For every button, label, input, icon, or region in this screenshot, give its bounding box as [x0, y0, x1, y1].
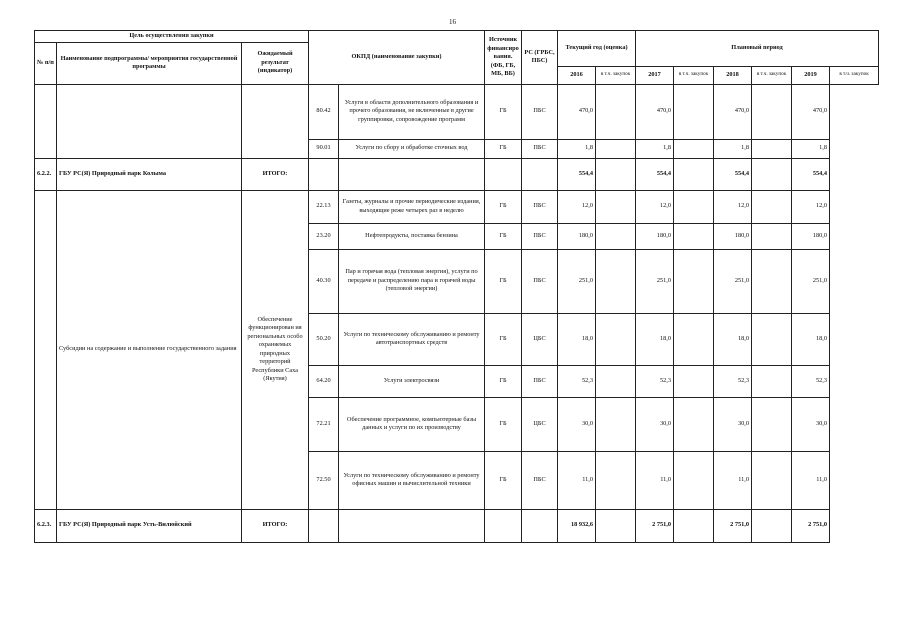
value-2016: 470,0: [558, 84, 596, 139]
value-2016: 251,0: [558, 249, 596, 313]
page-number: 16: [449, 18, 456, 26]
section-number: 6.2.2.: [35, 158, 57, 190]
cell-empty: [674, 158, 714, 190]
value-2018: 251,0: [714, 249, 752, 313]
source-cell: ГБ: [485, 397, 522, 451]
value-2019: 251,0: [792, 249, 830, 313]
table-row: [35, 190, 879, 223]
header-year-2019: 2019: [792, 66, 830, 84]
cell-empty: [674, 509, 714, 542]
header-row-1: [35, 31, 879, 43]
value-2019: 1,8: [792, 139, 830, 158]
cell-empty: [596, 158, 636, 190]
cell-empty: [309, 509, 339, 542]
header-okpd: ОКПД (наименование закупки): [309, 31, 485, 85]
value-2019: 180,0: [792, 223, 830, 249]
cell-empty: [674, 451, 714, 509]
cell-empty: [752, 313, 792, 365]
value-2018: 18,0: [714, 313, 752, 365]
value-2018: 12,0: [714, 190, 752, 223]
value-2017: 251,0: [636, 249, 674, 313]
cell-empty: [752, 509, 792, 542]
value-2016: 12,0: [558, 190, 596, 223]
value-2018: 11,0: [714, 451, 752, 509]
value-2016: 180,0: [558, 223, 596, 249]
value-2018: 30,0: [714, 397, 752, 451]
cell-empty: [596, 397, 636, 451]
cell-empty: [35, 190, 57, 509]
rs-cell: ПБС: [522, 365, 558, 397]
cell-empty: [522, 158, 558, 190]
okpd-name: Газеты, журналы и прочие периодические издания, выходящие реже четырех раз в неделю: [339, 190, 485, 223]
cell-empty: [339, 158, 485, 190]
cell-empty: [674, 84, 714, 139]
cell-empty: [752, 139, 792, 158]
cell-empty: [752, 249, 792, 313]
value-2018: 470,0: [714, 84, 752, 139]
cell-empty: [674, 397, 714, 451]
cell-empty: [57, 84, 242, 158]
total-2016: 18 932,6: [558, 509, 596, 542]
cell-empty: [485, 509, 522, 542]
value-2019: 470,0: [792, 84, 830, 139]
okpd-name: Услуги по техническому обслуживанию и ремонту автотранспортных средств: [339, 313, 485, 365]
value-2018: 1,8: [714, 139, 752, 158]
rs-cell: ПБС: [522, 249, 558, 313]
cell-empty: [596, 509, 636, 542]
cell-empty: [674, 313, 714, 365]
value-2017: 180,0: [636, 223, 674, 249]
okpd-name: Нефтепродукты, поставка бензина: [339, 223, 485, 249]
cell-empty: [674, 190, 714, 223]
header-current-year: Текущий год (оценка): [558, 31, 636, 67]
value-2017: 1,8: [636, 139, 674, 158]
subprogram-name: Субсидии на содержание и выполнение государственного задания: [57, 190, 242, 509]
source-cell: ГБ: [485, 249, 522, 313]
section-total-row: [35, 509, 879, 542]
header-year-2018: 2018: [714, 66, 752, 84]
value-2016: 52,3: [558, 365, 596, 397]
okpd-name: Обеспечение программное, компьютерные базы данных и услуги по их производству: [339, 397, 485, 451]
header-year-2017: 2017: [636, 66, 674, 84]
header-incl-2018: в т.ч. закупок: [752, 66, 792, 84]
section-name: ГБУ РС(Я) Природный парк Усть-Вилюйский: [57, 509, 242, 542]
value-2017: 30,0: [636, 397, 674, 451]
cell-empty: [339, 509, 485, 542]
table-row: [35, 84, 879, 139]
value-2016: 11,0: [558, 451, 596, 509]
cell-empty: [752, 158, 792, 190]
rs-cell: ЦБС: [522, 397, 558, 451]
okpd-name: Услуги по сбору и обработке сточных вод: [339, 139, 485, 158]
okpd-code: 72.21: [309, 397, 339, 451]
rs-cell: ПБС: [522, 451, 558, 509]
cell-empty: [752, 365, 792, 397]
total-2016: 554,4: [558, 158, 596, 190]
source-cell: ГБ: [485, 84, 522, 139]
header-purpose: Цель осуществления закупки: [35, 31, 309, 43]
section-total-row: [35, 158, 879, 190]
cell-empty: [674, 223, 714, 249]
header-rs: РС (ГРБС, ПБС): [522, 31, 558, 85]
total-2017: 554,4: [636, 158, 674, 190]
cell-empty: [674, 249, 714, 313]
cell-empty: [596, 139, 636, 158]
okpd-code: 80.42: [309, 84, 339, 139]
value-2019: 18,0: [792, 313, 830, 365]
cell-empty: [596, 365, 636, 397]
value-2016: 18,0: [558, 313, 596, 365]
okpd-name: Услуги в области дополнительного образования и прочего образования, не включенные в другие группировки, сопровождение программ: [339, 84, 485, 139]
value-2017: 470,0: [636, 84, 674, 139]
cell-empty: [35, 84, 57, 158]
cell-empty: [674, 365, 714, 397]
value-2019: 30,0: [792, 397, 830, 451]
header-result: Ожидаемый результат (индикатор): [242, 42, 309, 84]
expected-result: Обеспечение функционирован ия региональных особо охраняемых природных территорий Республики Саха (Якутия): [242, 190, 309, 509]
cell-empty: [752, 84, 792, 139]
header-incl-2019: в т.ч. закупок: [830, 66, 879, 84]
value-2018: 52,3: [714, 365, 752, 397]
total-2018: 554,4: [714, 158, 752, 190]
cell-empty: [596, 190, 636, 223]
total-2019: 554,4: [792, 158, 830, 190]
cell-empty: [596, 313, 636, 365]
cell-empty: [674, 139, 714, 158]
okpd-code: 50.20: [309, 313, 339, 365]
source-cell: ГБ: [485, 451, 522, 509]
okpd-name: Услуги по техническому обслуживанию и ремонту офисных машин и вычислительной техники: [339, 451, 485, 509]
okpd-code: 72.50: [309, 451, 339, 509]
rs-cell: ЦБС: [522, 313, 558, 365]
rs-cell: ПБС: [522, 139, 558, 158]
value-2017: 18,0: [636, 313, 674, 365]
value-2017: 11,0: [636, 451, 674, 509]
source-cell: ГБ: [485, 223, 522, 249]
value-2019: 52,3: [792, 365, 830, 397]
value-2019: 11,0: [792, 451, 830, 509]
okpd-code: 23.20: [309, 223, 339, 249]
section-name: ГБУ РС(Я) Природный парк Колыма: [57, 158, 242, 190]
rs-cell: ПБС: [522, 223, 558, 249]
total-label: ИТОГО:: [242, 158, 309, 190]
cell-empty: [242, 84, 309, 158]
cell-empty: [752, 451, 792, 509]
procurement-table: [34, 30, 879, 543]
source-cell: ГБ: [485, 139, 522, 158]
value-2018: 180,0: [714, 223, 752, 249]
cell-empty: [309, 158, 339, 190]
source-cell: ГБ: [485, 365, 522, 397]
cell-empty: [596, 249, 636, 313]
source-cell: ГБ: [485, 313, 522, 365]
okpd-code: 90.01: [309, 139, 339, 158]
rs-cell: ПБС: [522, 84, 558, 139]
total-label: ИТОГО:: [242, 509, 309, 542]
value-2016: 1,8: [558, 139, 596, 158]
okpd-name: Пар и горячая вода (тепловая энергия), услуги по передаче и распределению пара и горячей воды (тепловой энергии): [339, 249, 485, 313]
section-number: 6.2.3.: [35, 509, 57, 542]
cell-empty: [752, 190, 792, 223]
cell-empty: [752, 397, 792, 451]
header-num: № п/п: [35, 42, 57, 84]
cell-empty: [752, 223, 792, 249]
header-subprogram: Наименование подпрограммы/ мероприятия государственной программы: [57, 42, 242, 84]
header-source: Источник финансиро вания. (ФБ, ГБ, МБ, ВБ): [485, 31, 522, 85]
rs-cell: ПБС: [522, 190, 558, 223]
total-2018: 2 751,0: [714, 509, 752, 542]
cell-empty: [596, 84, 636, 139]
total-2017: 2 751,0: [636, 509, 674, 542]
okpd-code: 64.20: [309, 365, 339, 397]
okpd-code: 22.13: [309, 190, 339, 223]
okpd-name: Услуги электросвязи: [339, 365, 485, 397]
header-incl-2016: в т.ч. закупок: [596, 66, 636, 84]
header-year-2016: 2016: [558, 66, 596, 84]
value-2017: 52,3: [636, 365, 674, 397]
value-2016: 30,0: [558, 397, 596, 451]
header-plan-period: Плановый период: [636, 31, 879, 67]
source-cell: ГБ: [485, 190, 522, 223]
header-incl-2017: в т.ч. закупок: [674, 66, 714, 84]
value-2019: 12,0: [792, 190, 830, 223]
cell-empty: [596, 451, 636, 509]
total-2019: 2 751,0: [792, 509, 830, 542]
value-2017: 12,0: [636, 190, 674, 223]
okpd-code: 40.30: [309, 249, 339, 313]
cell-empty: [596, 223, 636, 249]
cell-empty: [485, 158, 522, 190]
cell-empty: [522, 509, 558, 542]
